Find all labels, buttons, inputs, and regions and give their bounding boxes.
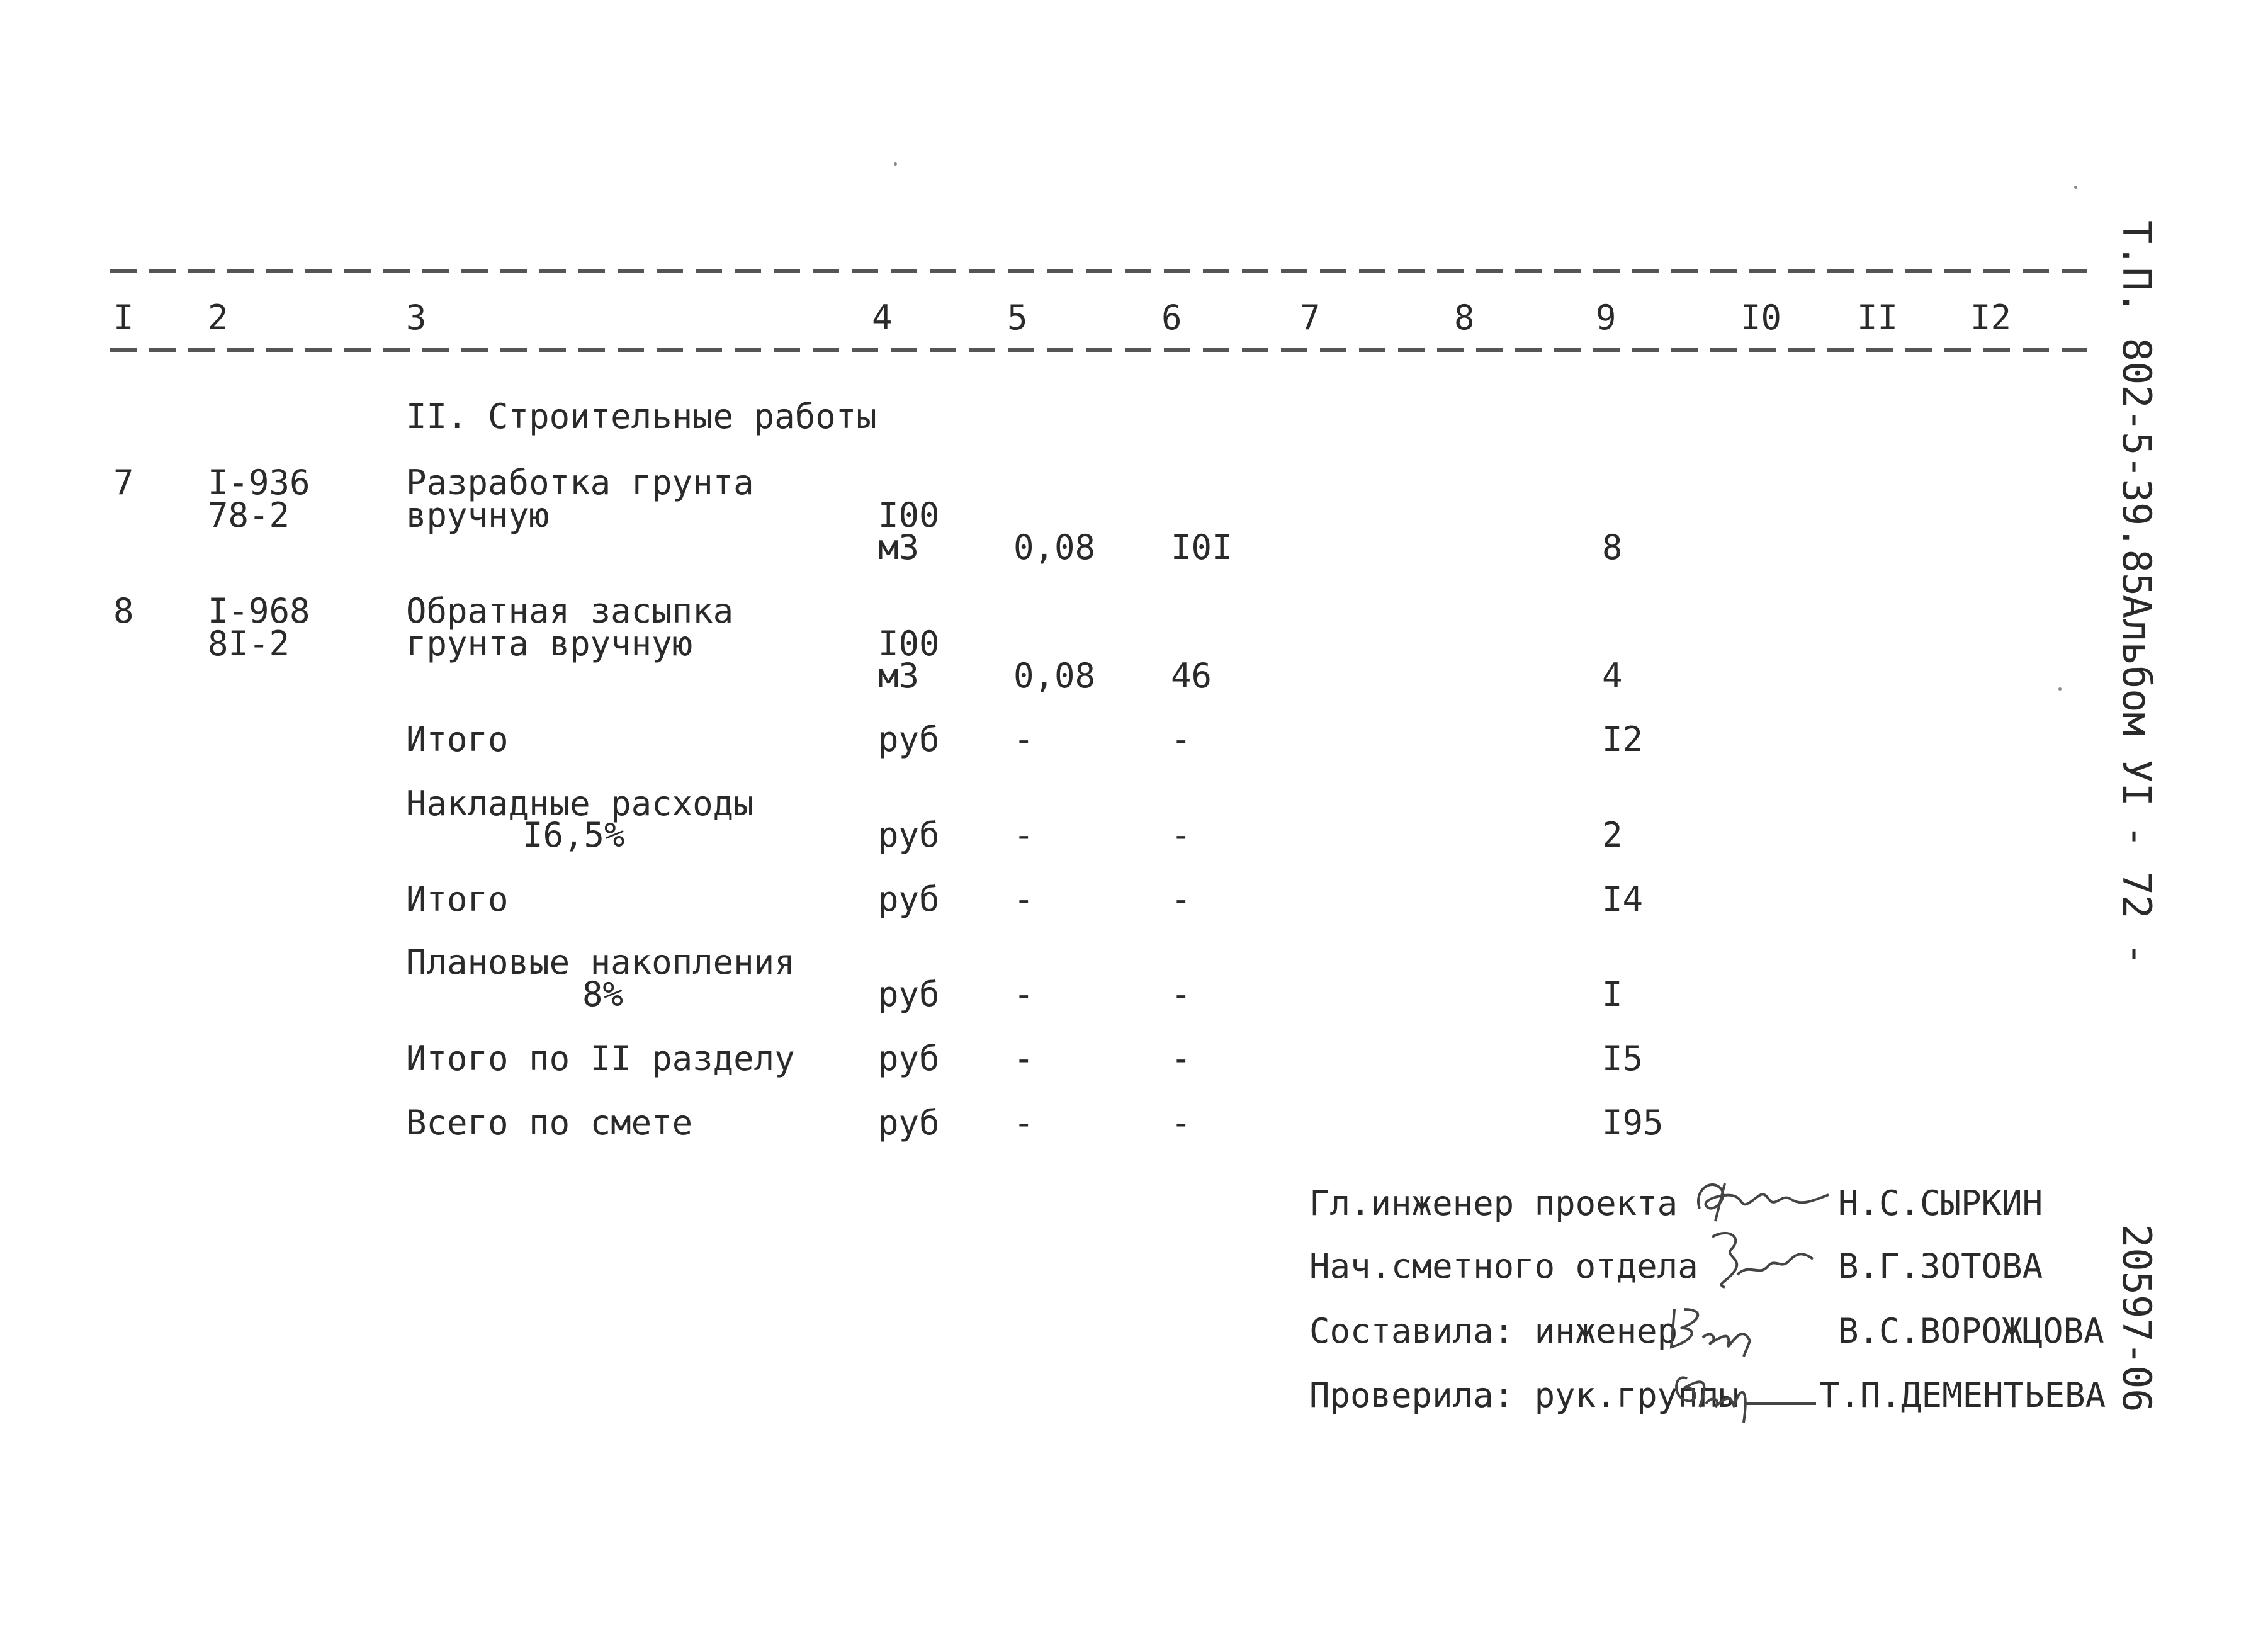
summary-price: - (1171, 719, 1192, 759)
summary-name: Плановые накопления (406, 942, 795, 982)
summary-total: I4 (1602, 879, 1644, 919)
summary-price: - (1171, 879, 1192, 919)
row-unit-price: 46 (1171, 656, 1212, 696)
summary-total: 2 (1602, 815, 1623, 855)
row-code-line2: 78-2 (208, 495, 290, 535)
signature-name: Н.С.СЫРКИН (1838, 1183, 2043, 1223)
column-header-6: 6 (1161, 298, 1182, 337)
summary-rate: 8% (582, 974, 624, 1014)
column-header-2: 2 (208, 298, 228, 337)
summary-price: - (1171, 1039, 1192, 1078)
summary-price: - (1171, 1103, 1192, 1142)
summary-unit: руб (878, 1103, 940, 1142)
document-code: Т.П. 802-5-39.85 (2114, 220, 2160, 597)
signature-name: В.Г.ЗОТОВА (1838, 1246, 2043, 1286)
summary-name: Итого (406, 719, 509, 759)
row-number: 7 (113, 463, 134, 502)
column-header-1: I (113, 298, 134, 337)
summary-price: - (1171, 974, 1192, 1014)
row-total: 4 (1602, 656, 1623, 696)
summary-qty: - (1013, 879, 1034, 919)
row-number: 8 (113, 591, 134, 631)
row-unit-line1: I00 (878, 495, 940, 535)
header-bottom-rule (110, 348, 2087, 352)
summary-name: Итого (406, 879, 509, 919)
handwritten-signature-4 (1662, 1360, 1819, 1429)
column-header-11: II (1857, 298, 1898, 337)
handwritten-signature-2 (1700, 1224, 1819, 1294)
summary-unit: руб (878, 879, 940, 919)
summary-rate: I6,5% (522, 815, 625, 855)
row-quantity: 0,08 (1013, 656, 1096, 696)
column-header-8: 8 (1454, 298, 1475, 337)
column-header-9: 9 (1596, 298, 1616, 337)
summary-price: - (1171, 815, 1192, 855)
summary-total: I5 (1602, 1039, 1644, 1078)
row-quantity: 0,08 (1013, 527, 1096, 567)
table-top-rule (110, 269, 2087, 273)
row-name-line2: грунта вручную (406, 624, 693, 663)
summary-total: I (1602, 974, 1623, 1014)
summary-name: Накладные расходы (406, 784, 754, 823)
summary-qty: - (1013, 1103, 1034, 1142)
summary-unit: руб (878, 1039, 940, 1078)
signature-role: Гл.инженер проекта (1309, 1183, 1678, 1223)
row-code-line1: I-968 (208, 591, 310, 631)
summary-qty: - (1013, 815, 1034, 855)
column-header-7: 7 (1300, 298, 1321, 337)
scan-speck (2074, 186, 2077, 189)
signature-name: Т.П.ДЕМЕНТЬЕВА (1819, 1375, 2106, 1415)
column-header-10: I0 (1740, 298, 1782, 337)
signature-role: Проверила: рук.группы (1309, 1375, 1739, 1415)
summary-unit: руб (878, 974, 940, 1014)
album-label: Альбом УI (2114, 595, 2160, 806)
row-name-line2: вручную (406, 495, 550, 535)
section-title: II. Строительные работы (406, 397, 877, 436)
signature-name: В.С.ВОРОЖЦОВА (1838, 1311, 2104, 1351)
column-header-4: 4 (872, 298, 893, 337)
column-header-12: I2 (1970, 298, 2012, 337)
summary-name: Итого по II разделу (406, 1039, 795, 1078)
row-unit-line2: м3 (878, 527, 920, 567)
summary-name: Всего по смете (406, 1103, 693, 1142)
handwritten-signature-3 (1656, 1297, 1781, 1360)
row-name-line1: Разработка грунта (406, 463, 754, 502)
inventory-number: 20597-06 (2114, 1224, 2160, 1413)
summary-unit: руб (878, 815, 940, 855)
row-total: 8 (1602, 527, 1623, 567)
row-name-line1: Обратная засыпка (406, 591, 734, 631)
row-code-line2: 8I-2 (208, 624, 290, 663)
page-number: - 72 - (2114, 825, 2160, 966)
summary-total: I95 (1602, 1103, 1664, 1142)
summary-qty: - (1013, 719, 1034, 759)
column-header-3: 3 (406, 298, 427, 337)
summary-unit: руб (878, 719, 940, 759)
row-unit-price: I0I (1171, 527, 1233, 567)
signature-role: Нач.сметного отдела (1309, 1246, 1698, 1286)
row-code-line1: I-936 (208, 463, 310, 502)
signature-role: Составила: инженер (1309, 1311, 1678, 1351)
handwritten-signature-1 (1687, 1171, 1832, 1227)
row-unit-line2: м3 (878, 656, 920, 696)
row-unit-line1: I00 (878, 624, 940, 663)
summary-total: I2 (1602, 719, 1644, 759)
scan-speck (2058, 687, 2062, 691)
summary-qty: - (1013, 1039, 1034, 1078)
scan-speck (894, 162, 897, 166)
summary-qty: - (1013, 974, 1034, 1014)
column-header-5: 5 (1007, 298, 1028, 337)
